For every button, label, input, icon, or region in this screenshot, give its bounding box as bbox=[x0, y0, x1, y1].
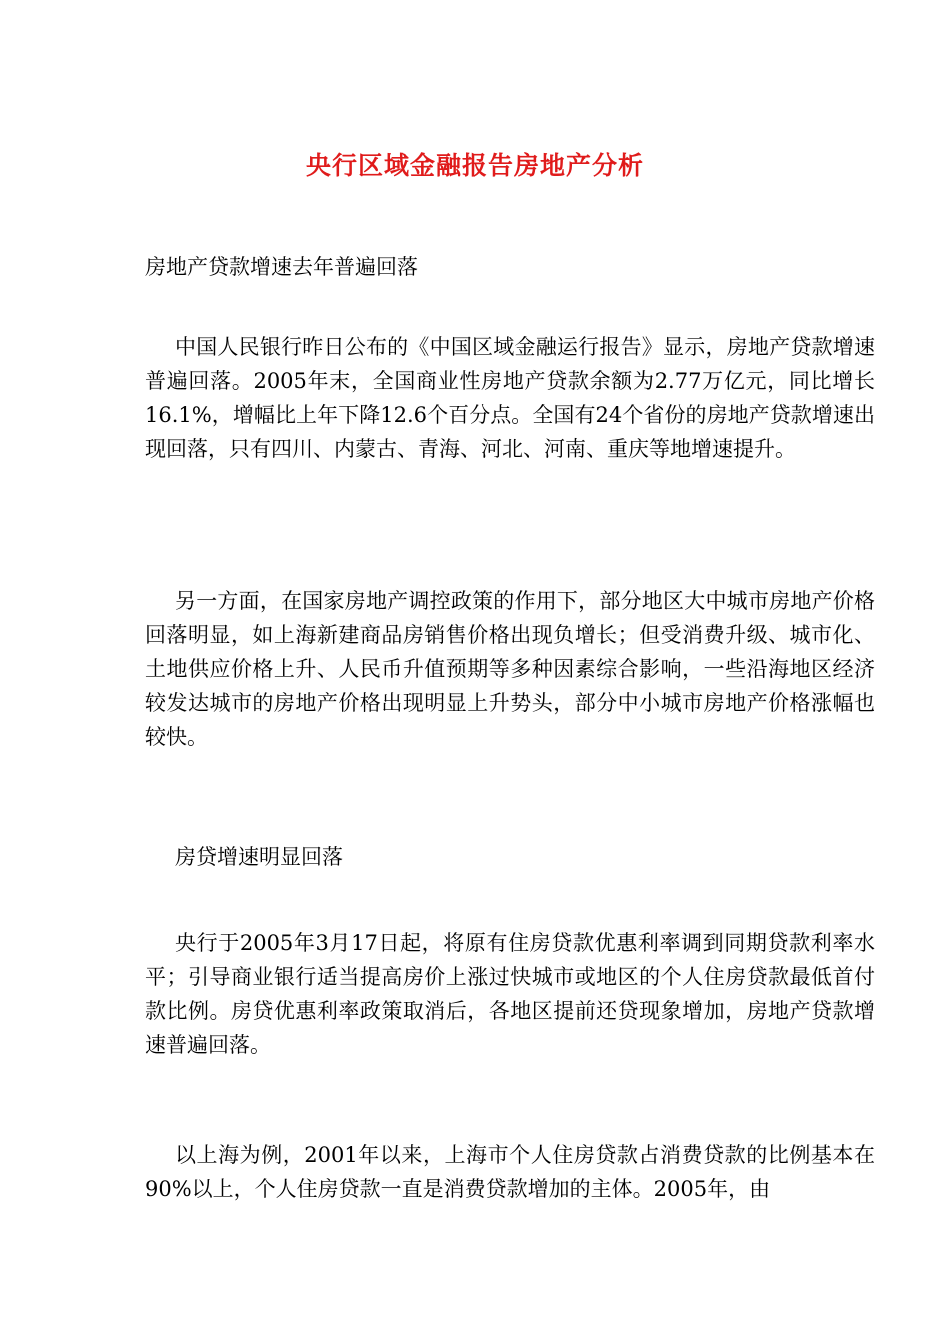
paragraph-report-summary: 中国人民银行昨日公布的《中国区域金融运行报告》显示，房地产贷款增速普遍回落。2005年末，全国商业性房地产贷款余额为2.77万亿元，同比增长16.1%，增幅比上年下降12.6个百分点。全国有24个省份的房地产贷款增速出现回落，只有四川、内蒙古、青海、河北、河南、重庆等地增速提升。 bbox=[145, 335, 875, 461]
paragraph-price-trends: 另一方面，在国家房地产调控政策的作用下，部分地区大中城市房地产价格回落明显，如上海新建商品房销售价格出现负增长；但受消费升级、城市化、土地供应价格上升、人民币升值预期等多种因素综合影响，一些沿海地区经济较发达城市的房地产价格出现明显上升势头，部分中小城市房地产价格涨幅也较快。 bbox=[145, 589, 875, 749]
page-title: 央行区域金融报告房地产分析 bbox=[305, 151, 644, 180]
section-heading-loan-growth: 房地产贷款增速去年普遍回落 bbox=[145, 255, 418, 279]
paragraph-rate-policy: 央行于2005年3月17日起，将原有住房贷款优惠利率调到同期贷款利率水平；引导商业银行适当提高房价上涨过快城市或地区的个人住房贷款最低首付款比例。房贷优惠利率政策取消后，各地区提前还贷现象增加，房地产贷款增速普遍回落。 bbox=[145, 931, 875, 1057]
section-heading-mortgage-growth: 房贷增速明显回落 bbox=[175, 845, 343, 869]
paragraph-shanghai-example: 以上海为例，2001年以来，上海市个人住房贷款占消费贷款的比例基本在90%以上，个人住房贷款一直是消费贷款增加的主体。2005年，由 bbox=[145, 1143, 875, 1201]
